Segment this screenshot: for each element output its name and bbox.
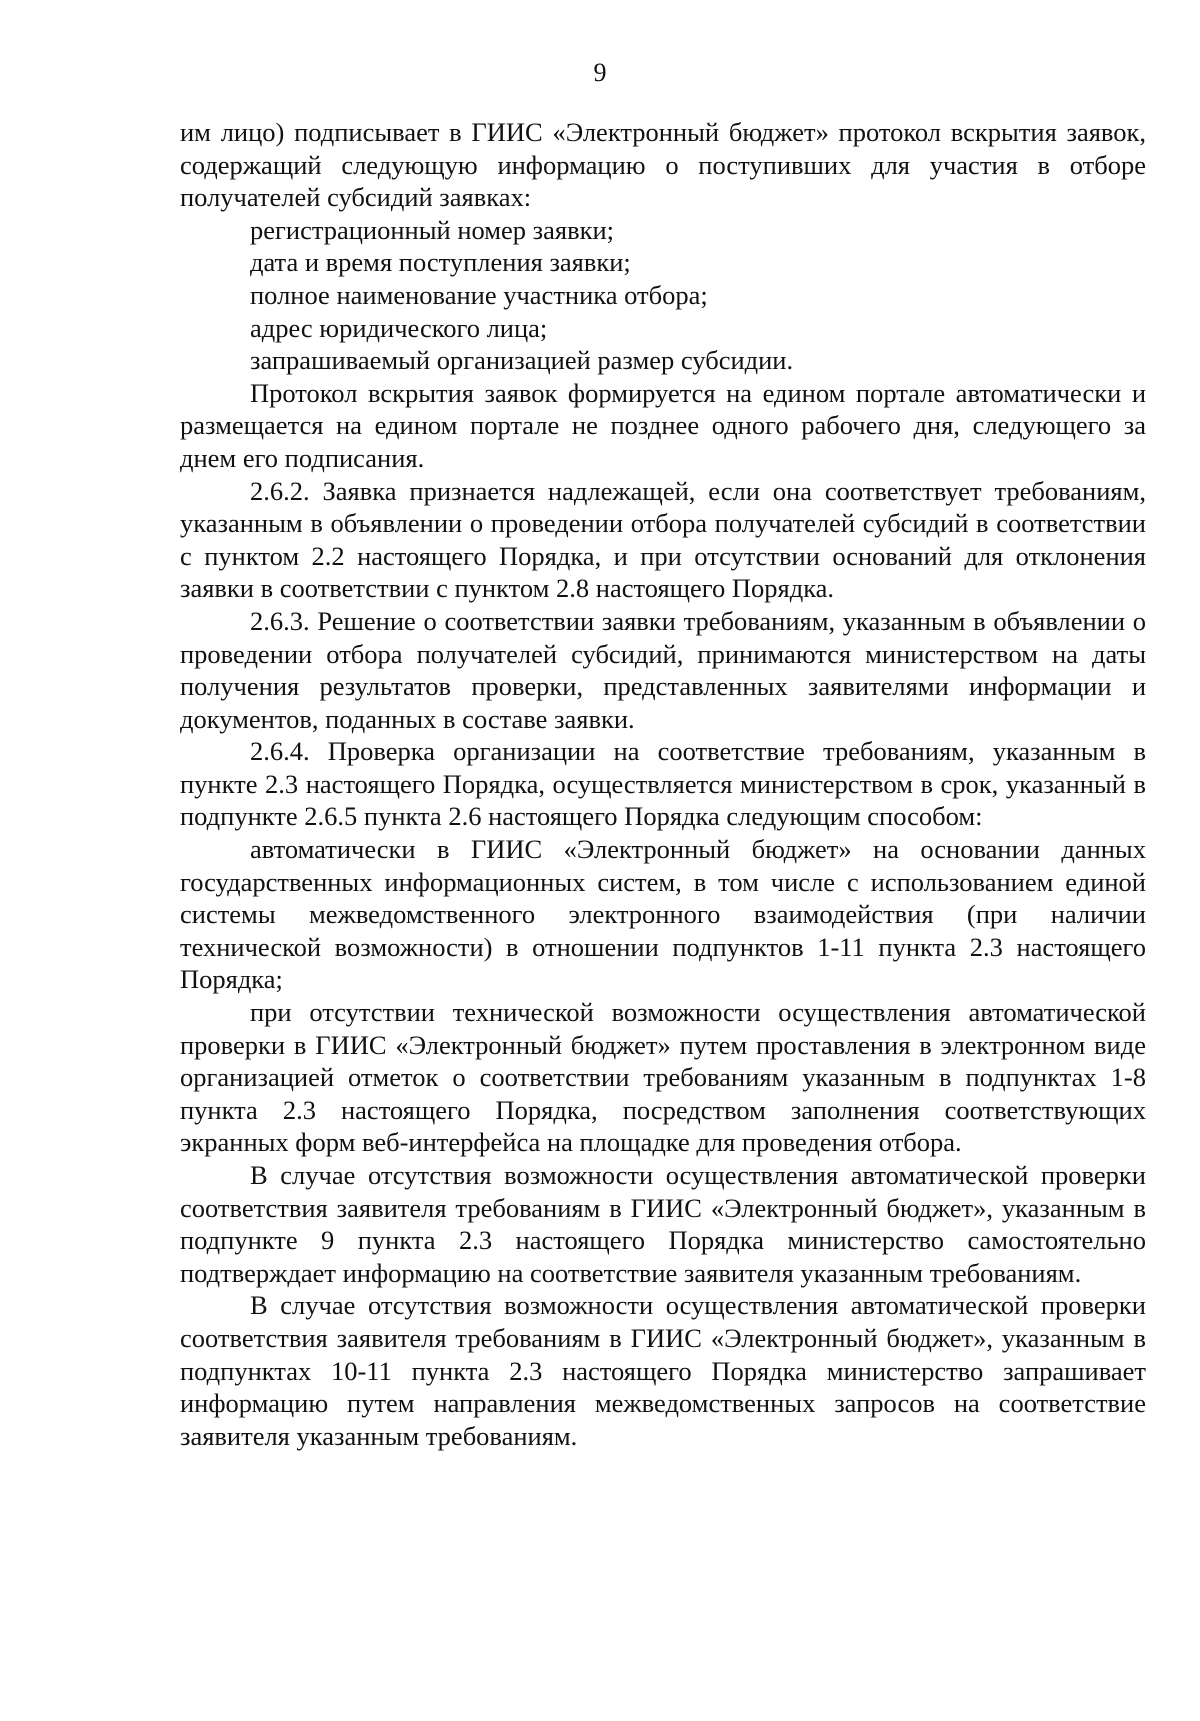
page-number: 9 (593, 58, 607, 87)
paragraph-intro: им лицо) подписывает в ГИИС «Электронный бюджет» протокол вскрытия заявок, содержащий следующую информацию о поступивших для участия в отборе получателей субсидий заявках: (180, 117, 1146, 213)
list-item: регистрационный номер заявки; (250, 214, 615, 245)
paragraph-protocol: Протокол вскрытия заявок формируется на едином портале автоматически и размещается на едином портале не позднее одного рабочего дня, следующего за днем его подписания. (180, 377, 1146, 473)
paragraph-manual-check: при отсутствии технической возможности осуществления автоматической проверки в ГИИС «Электронный бюджет» путем проставления в электронном виде организацией отметок о соответствии требованиям указанным в подпунктах 1-8 пункта 2.3 настоящего Порядка, посредством заполнения соответствующих экранных форм веб-интерфейса на площадке для проведения отбора. (180, 997, 1146, 1158)
list-item: адрес юридического лица; (250, 312, 548, 343)
paragraph-2-6-2: 2.6.2. Заявка признается надлежащей, если она соответствует требованиям, указанным в объявлении о проведении отбора получателей субсидий в соответствии с пунктом 2.2 настоящего Порядка, и при отсутствии оснований для отклонения заявки в соответствии с пунктом 2.8 настоящего Порядка. (180, 475, 1146, 604)
paragraph-case-subpoint-9: В случае отсутствия возможности осуществления автоматической проверки соответствия заявителя требованиям в ГИИС «Электронный бюджет», указанным в подпункте 9 пункта 2.3 настоящего Порядка министерство самостоятельно подтверждает информацию на соответствие заявителя указанным требованиям. (180, 1160, 1146, 1288)
paragraph-2-6-4: 2.6.4. Проверка организации на соответствие требованиям, указанным в пункте 2.3 настоящего Порядка, осуществляется министерством в срок, указанный в подпункте 2.6.5 пункта 2.6 настоящего Порядка следующим способом: (180, 736, 1146, 832)
document-body (180, 116, 1146, 1452)
info-list (180, 214, 1146, 377)
paragraph-case-subpoints-10-11: В случае отсутствия возможности осуществления автоматической проверки соответствия заявителя требованиям в ГИИС «Электронный бюджет», указанным в подпунктах 10-11 пункта 2.3 настоящего Порядка министерство запрашивает информацию путем направления межведомственных запросов на соответствие заявителя указанным требованиям. (180, 1290, 1146, 1451)
list-item: дата и время поступления заявки; (250, 247, 631, 278)
paragraph-automatic-check: автоматически в ГИИС «Электронный бюджет» на основании данных государственных информационных систем, в том числе с использованием единой системы межведомственного электронного взаимодействия (при наличии технической возможности) в отношении подпунктов 1-11 пункта 2.3 настоящего Порядка; (180, 834, 1146, 995)
paragraph-2-6-3: 2.6.3. Решение о соответствии заявки требованиям, указанным в объявлении о проведении отбора получателей субсидий, принимаются министерством на даты получения результатов проверки, представленных заявителями информации и документов, поданных в составе заявки. (180, 605, 1146, 734)
list-item: запрашиваемый организацией размер субсидии. (250, 345, 794, 376)
list-item: полное наименование участника отбора; (250, 279, 708, 310)
